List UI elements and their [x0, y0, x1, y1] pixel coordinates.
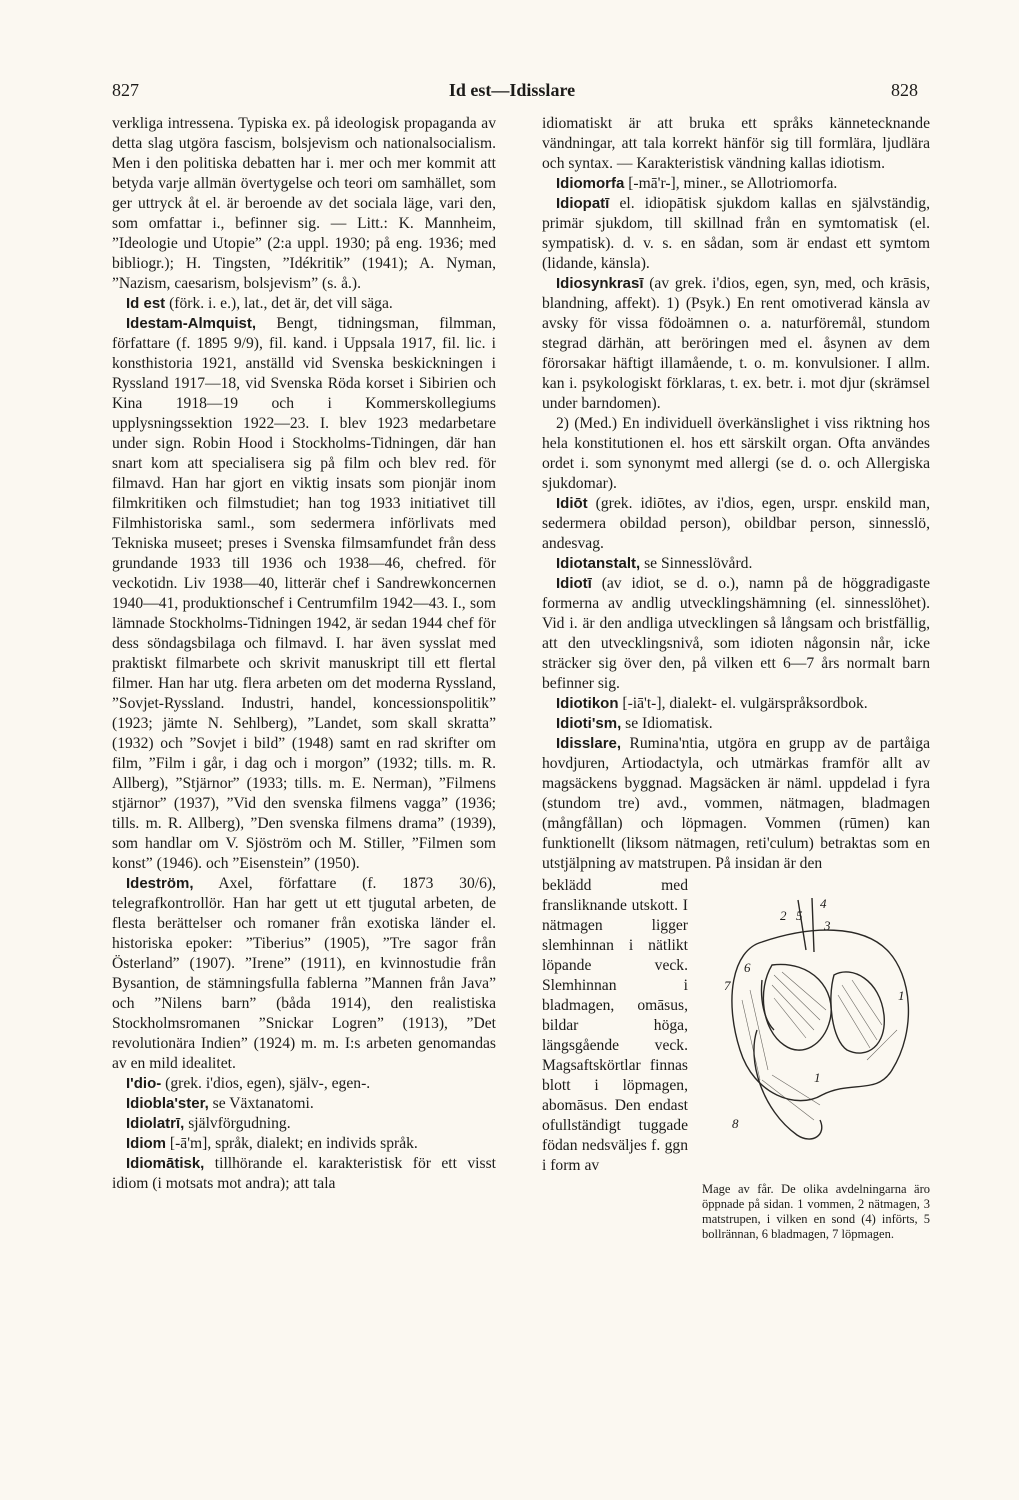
- entry-headword: Idiōt: [556, 495, 588, 512]
- entry-paragraph: verkliga intressena. Typiska ex. på ideologisk propaganda av detta slag utgöra fascism, bolsjevism och nationalsocialism. Men i den politiska debatten har i. mer och mer kommit att betyda varje allmän övertygelse och teori om samhället, som ger uttryck åt el. är beroende av det sociala läge, vari den, som omfattar i., befinner sig. — Litt.: K. Mannheim, ”Ideologie und Utopie” (2:a uppl. 1930; på eng. 1936; med bibliogr.); H. Tingsten, ”Idékritik” (1941); A. Nyman, ”Nazism, caesarism, bolsjevism” (s. å.).: [112, 115, 496, 292]
- esophagus: [798, 898, 814, 952]
- entry-paragraph: Idioti'sm, se Idiomatisk.: [556, 715, 713, 732]
- fig-label-6: 6: [744, 960, 751, 975]
- right-column: [542, 114, 930, 1264]
- figure-side-text: beklädd med fransliknande utskott. I nätmagen ligger slemhinnan i nätlikt löpande veck. Slemhinnan i bladmagen, omāsus, bildar höga, längsgående veck. Magsaftskörtlar finnas blott i löpmagen, abomāsus. Den endast ofullständigt tuggade födan nedsväljes f. ggn i form av: [542, 877, 688, 1174]
- entry-paragraph: Idiosynkrasī (av grek. i'dios, egen, syn, med, och krāsis, blandning, affekt). 1) (Psyk.) En rent omotiverad känsla av avsky för vissa födoämnen o. a. naturföremål, stundom stegrad därhän, att beröringen med el. åsynen av dem förorsakar häftigt illamående, t. o. m. konvulsioner. I allm. kan i. psykologiskt förklaras, t. ex. betr. i. mot djur (skrämsel under barndomen).: [542, 275, 930, 412]
- reticulum-chamber: [763, 964, 831, 1050]
- entry-headword: Idiolatrī,: [126, 1115, 185, 1132]
- page-number-right: 828: [891, 80, 918, 100]
- entry-paragraph: idiomatiskt är att bruka ett språks kännetecknande vändningar, att tala korrekt hänför sig till formlära, ljudlära och syntax. — Karakteristisk vändning kallas idiotism.: [542, 115, 930, 172]
- entry-paragraph: Idisslare, Rumina'ntia, utgöra en grupp av de partåiga hovdjuren, Artiodactyla, och utmärkas framför allt av magsäckens byggnad. Magsäcken är näml. uppdelad i fyra (stundom tre) avd., vommen, nätmagen, bladmagen (mångfållan) och löpmagen. Vommen (rūmen) kan funktionellt (liksom nätmagen, reti'culum) betraktas som en utstjälpning av matstrupen. På insidan är den: [542, 735, 930, 872]
- left-column: [112, 114, 496, 1194]
- fig-label-1: 1: [898, 988, 905, 1003]
- fig-label-8: 8: [732, 1116, 739, 1131]
- entry-paragraph: I'dio- (grek. i'dios, egen), själv-, egen-.: [126, 1075, 371, 1092]
- entry-paragraph: Idiotanstalt, se Sinnesslövård.: [556, 555, 753, 572]
- fig-label-4: 4: [820, 896, 827, 911]
- entry-headword: Idiomorfa: [556, 175, 625, 192]
- entry-paragraph: Idiopatī el. idiopātisk sjukdom kallas en självständig, primär sjukdom, till skillnad från en symtomatisk (el. sympatisk). d. v. s. en sådan, som är endast ett symtom (lidande, känsla).: [542, 195, 930, 272]
- figure-caption: Mage av får. De olika avdelningarna äro öppnade på sidan. 1 vommen, 2 nätmagen, 3 matstrupen, i vilken en sond (4) införts, 5 bollrännan, 6 bladmagen, 7 löpmagen.: [702, 1182, 930, 1241]
- fig-label-5: 5: [796, 908, 803, 923]
- entry-headword: I'dio-: [126, 1075, 162, 1092]
- entry-headword: Idiotanstalt,: [556, 555, 641, 572]
- entry-headword: Idioti'sm,: [556, 715, 622, 732]
- entry-headword: Idiobla'ster,: [126, 1095, 209, 1112]
- entry-paragraph: Id est (förk. i. e.), lat., det är, det vill säga.: [126, 295, 393, 312]
- fig-label-1b: 1: [814, 1070, 821, 1085]
- entry-paragraph: Idiolatrī, självförgudning.: [126, 1115, 291, 1132]
- sheep-stomach-illustration: [702, 880, 930, 1180]
- entry-headword: Idiotī: [556, 575, 592, 592]
- page-title: Id est—Idisslare: [448, 80, 576, 100]
- fig-label-7: 7: [724, 978, 731, 993]
- entry-headword: Idestam-Almquist,: [126, 315, 257, 332]
- figure-block: [542, 876, 930, 1264]
- entry-headword: Idiom: [126, 1135, 166, 1152]
- rumen-chamber: [831, 972, 884, 1053]
- entry-headword: Id est: [126, 295, 166, 312]
- fig-label-2: 2: [780, 908, 787, 923]
- entry-headword: Idiosynkrasī: [556, 275, 644, 292]
- entry-paragraph: Idiotī (av idiot, se d. o.), namn på de höggradigaste formerna av andlig utvecklingshämning (el. sinnesslöhet). Vid i. är den andliga utvecklingen så långsam och bristfällig, att den utvecklingsnivå, som idioten någonsin når, icke sträcker sig över den, på vilken ett 6—7 års normalt barn befinner sig.: [542, 575, 930, 692]
- entry-paragraph: Idiomātisk, tillhörande el. karakteristisk för ett visst idiom (i motsats mot andra); att tala: [112, 1155, 496, 1192]
- entry-paragraph: Idiom [-ā'm], språk, dialekt; en individs språk.: [126, 1135, 418, 1152]
- running-header: [112, 80, 918, 110]
- entry-paragraph: 2) (Med.) En individuell överkänslighet i viss riktning hos hela konstitutionen el. hos ett särskilt organ. Ofta användes ordet i. som synonymt med allergi (se d. o. och Allergiska sjukdomar).: [542, 415, 930, 492]
- entry-headword: Idiotikon: [556, 695, 619, 712]
- entry-paragraph: Idestam-Almquist, Bengt, tidningsman, filmman, författare (f. 1895 9/9), fil. kand. i Uppsala 1917, fil. lic. i konsthistoria 1921, anställd vid Svenska beskickningen i Ryssland 1917—18, vid Svenska Röda korset i Sibirien och Kina 1918—19 och i Kommerskollegiums upplysningssektion 1922—23. I. blev 1923 medarbetare under sign. Robin Hood i Stockholms-Tidningen, där han snart kom att specialisera sig på film och blev red. för filmavd. Han har gjort en viktig insats som pionjär inom filmkritiken och filmstudiet; han tog 1933 initiativet till Filmhistoriska saml., som sedermera införlivats med Tekniska museet; preses i Svenska filmsamfundet från dess grundande 1933 till 1936 och 1938—46, chefred. för veckotidn. Liv 1938—40, litterär chef i Sandrewkoncernen 1940—41, produktionschef i Centrumfilm 1942—43. I., som lämnade Stockholms-Tidningen 1942, är sedan 1944 chef för dess söndagsbilaga och filmavd. I. har även sysslat med praktiskt filmarbete och skrivit manuskript till ett flertal filmer. Han har utg. flera arbeten om det moderna Ryssland, ”Sovjet-Ryssland. Industri, handel, koncessionspolitik” (1923; jämte N. Sehlberg), ”Landet, som skall skratta” (1932) och ”Sovjet i bild” (1948) samt en rad skrifter om film, ”Film i går, i dag och i morgon” (1932; tills. m. R. Allberg), ”Stjärnor” (1933; tills. m. E. Nerman), ”Filmens stjärnor” (1937), ”Vid den svenska filmens vagga” (1936; tills. m. R. Allberg), ”Den svenska filmens drama” (1939), som handlar om V. Sjöström och M. Stiller, ”Filmen som konst” (1946). och ”Eisenstein” (1950).: [112, 315, 496, 872]
- entry-paragraph: Idiobla'ster, se Växtanatomi.: [126, 1095, 314, 1112]
- entry-headword: Ideström,: [126, 875, 194, 892]
- entry-paragraph: Idiotikon [-iā't-], dialekt- el. vulgärspråksordbok.: [556, 695, 868, 712]
- entry-headword: Idiomātisk,: [126, 1155, 205, 1172]
- entry-headword: Idiopatī: [556, 195, 610, 212]
- entry-headword: Idisslare,: [556, 735, 622, 752]
- page-number-left: 827: [112, 80, 139, 100]
- entry-paragraph: Idiomorfa [-mā'r-], miner., se Allotriomorfa.: [556, 175, 838, 192]
- entry-paragraph: Ideström, Axel, författare (f. 1873 30/6), telegrafkontrollör. Han har gett ut ett tjugutal arbeten, de flesta berättelser och romaner från exotiska länder el. historiska epoker: ”Tiberius” (1905), ”Tre sagor från Österland” (1907). ”Irene” (1911), en kvinnostudie från Bysantion, de stämningsfulla fablerna ”Mannen från Java” och ”Nilens barn” (båda 1914), den realistiska Stockholmsromanen ”Snickar Logren” (1913), ”Det revolutionära Indien” (1924) m. m. I:s arbeten genomandas av en mild idealitet.: [112, 875, 496, 1072]
- entry-paragraph: Idiōt (grek. idiōtes, av i'dios, egen, urspr. enskild man, sedermera obildad person), obildbar person, sinnesslö, andesvag.: [542, 495, 930, 552]
- fig-label-3: 3: [824, 918, 831, 933]
